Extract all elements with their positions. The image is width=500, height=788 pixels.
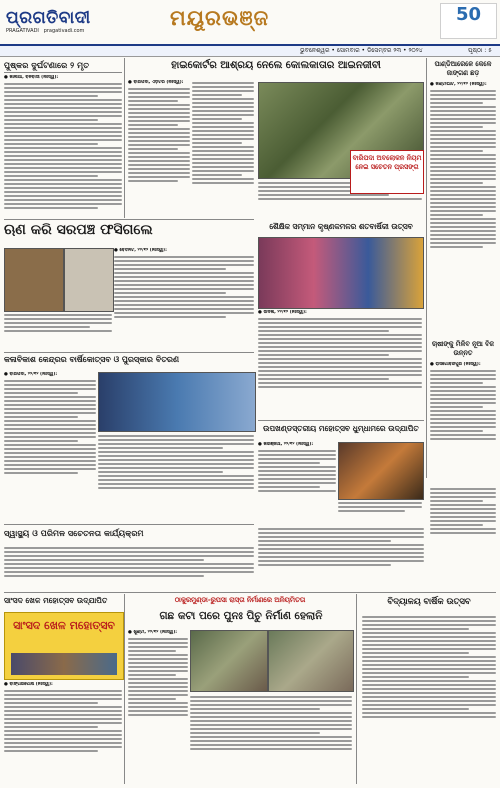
headline-4: ଋଣ କରି ସରପଞ୍ଚ ଫସିଗଲେ [4,222,153,238]
byline-10: ● ଖୁଣ୍ଟା, ୨୨/୧୨ (ନିଃସ୍ୱ): [128,630,178,635]
byline-5: ● ଉଦଳା, ୨୨/୧୨ (ନିଃସ୍ୱ): [258,310,307,315]
story-2-col-a [128,80,190,210]
headline-6: ଶୈକ୍ଷିକ ସମ୍ମାନ କୃଷ୍ଣକମଳର ଶତବାର୍ଷିକୀ ଉତ୍ସବ [269,222,413,231]
story-13-body [362,614,496,784]
stage-event-photo [98,372,256,432]
building-photo [4,248,64,312]
section-title: ମୟୂରଭଞ୍ଜ [170,6,270,30]
story-7-body [430,362,496,482]
document-photo [64,248,114,312]
story-3-body [430,82,496,332]
story-5-box: ବାରିପଦା ଅବଲୋକନ ନିୟମ ନେଇ ସଚେତନ ପ୍ରସଙ୍ଗ [350,150,424,194]
story-8-col-a [4,372,96,520]
story-6-body [258,310,422,418]
headline-7: ଚାଷୀଙ୍କୁ ମିଳିବ ନୂଆ ବିଜ ଉନ୍ନତ [431,340,495,357]
dateline-bar [0,44,500,57]
story-11-body [4,682,122,784]
headline-2: ହାଇକୋର୍ଟର ଆଶ୍ରୟ ନେଲେ କୋଲକାତାର ଆଇନଜୀବୀ [171,60,381,71]
headline-1: ପୁଷ୍କର ଦୁର୍ଘଟଣାରେ ୨ ମୃତ [4,60,122,73]
story-12-col-b [190,694,352,784]
story-4-body [114,248,254,348]
headline-8: କଳାବିକାଶ କେନ୍ଦ୍ରର ବାର୍ଷିକୋତ୍ସବ ଓ ପୁରସ୍କାର ବିତରଣ [4,355,180,364]
byline-7: ● ବାରିପଦା, ୨୨/୧୨ (ନିଃସ୍ୱ): [4,372,58,377]
award-ceremony-photo [258,237,424,309]
story-10-body [4,545,254,589]
byline-2: ● ବାରିପଦା, ଏଡ଼ିଟର (ନିଃସ୍ୱ): [128,80,184,85]
headline-9: ଉପଖଣ୍ଡସ୍ତରୀୟ ମହୋତ୍ସବ ଧୁମ୍‌ଧାମରେ ଉଦ୍‌ଯାପିତ [263,424,419,433]
headline-10: ସ୍ୱାସ୍ଥ୍ୟ ଓ ପରିମଳ ସଚେତନତା କାର୍ଯ୍ୟକ୍ରମ [4,528,144,538]
logo-web: pragativadi.com [43,28,85,34]
masthead [0,0,500,40]
byline-4: ● ବେତନଟି, ୨୨/୧୨ (ନିଃସ୍ୱ): [114,248,167,253]
anniversary-badge [440,3,497,39]
logo-text: ପ୍ରଗତିବାଦୀ [6,8,91,28]
dateline-date: ଭୁବନେଶ୍ୱର • ସୋମବାର • ଡିସେମ୍ବର ୨୩ • ୨୦୨୪ [300,47,423,54]
dance-performance-photo [338,442,424,500]
dateline-page: ପୃଷ୍ଠା : ୫ [468,47,492,54]
road-trees-photo-1 [190,630,268,692]
byline-6: ● ରାସଗୋବିନ୍ଦପୁର (ନିଃସ୍ୱ): [430,362,481,367]
story-9-body [258,442,336,522]
story-8-col-b [98,433,254,521]
anniversary-number: 50 [455,4,482,25]
road-trees-photo-2 [268,630,354,692]
headline-3: ପାଣ୍ଡିଆରେଳେ କେଳେ ଜାଙ୍ଗଣ ଛଡ଼ [434,60,492,77]
byline-8: ● କରଞ୍ଜିଆ, ୨୨/୧୨ (ନିଃସ୍ୱ): [258,442,314,447]
byline-1: ● କାଲିଆ, ବନବାସୀ (ନିଃସ୍ୱ): [4,75,59,80]
sports-festival-banner-photo: ସାଂସଦ ଖେଳ ମହୋତ୍ସବ [4,612,124,680]
byline-9: ● ବାଙ୍ଗିରିପୋଷି (ନିଃସ୍ୱ): [4,682,53,687]
byline-3: ● କଣ୍ଟାଘାଟି, ୨୨/୧୨ (ନିଃସ୍ୱ): [430,82,487,87]
headline-13: ବିଦ୍ୟାଳୟ ବାର୍ଷିକ ଉତ୍ସବ [387,596,471,606]
headline-12: ଗଛ କଟା ପରେ ପୁନଃ ପିଚୁ ନିର୍ମାଣ ହେଲାନି [159,610,323,622]
newspaper-logo [6,8,134,36]
story-12-col-a [128,630,188,784]
story-2-col-b [192,80,254,210]
headline-11: ସାଂସଦ ଖେଳ ମହୋତ୍ସବ ଉଦ୍‌ଯାପିତ [4,596,108,605]
story-1-body [4,75,122,215]
logo-subtitle: PRAGATIVADI [6,28,39,34]
headline-12-kicker: ଠାକୁରମୁଣ୍ଡା-ରୁପସା ରାସ୍ତା ନିର୍ମାଣରେ ଅନିୟମିତତା [174,596,306,604]
